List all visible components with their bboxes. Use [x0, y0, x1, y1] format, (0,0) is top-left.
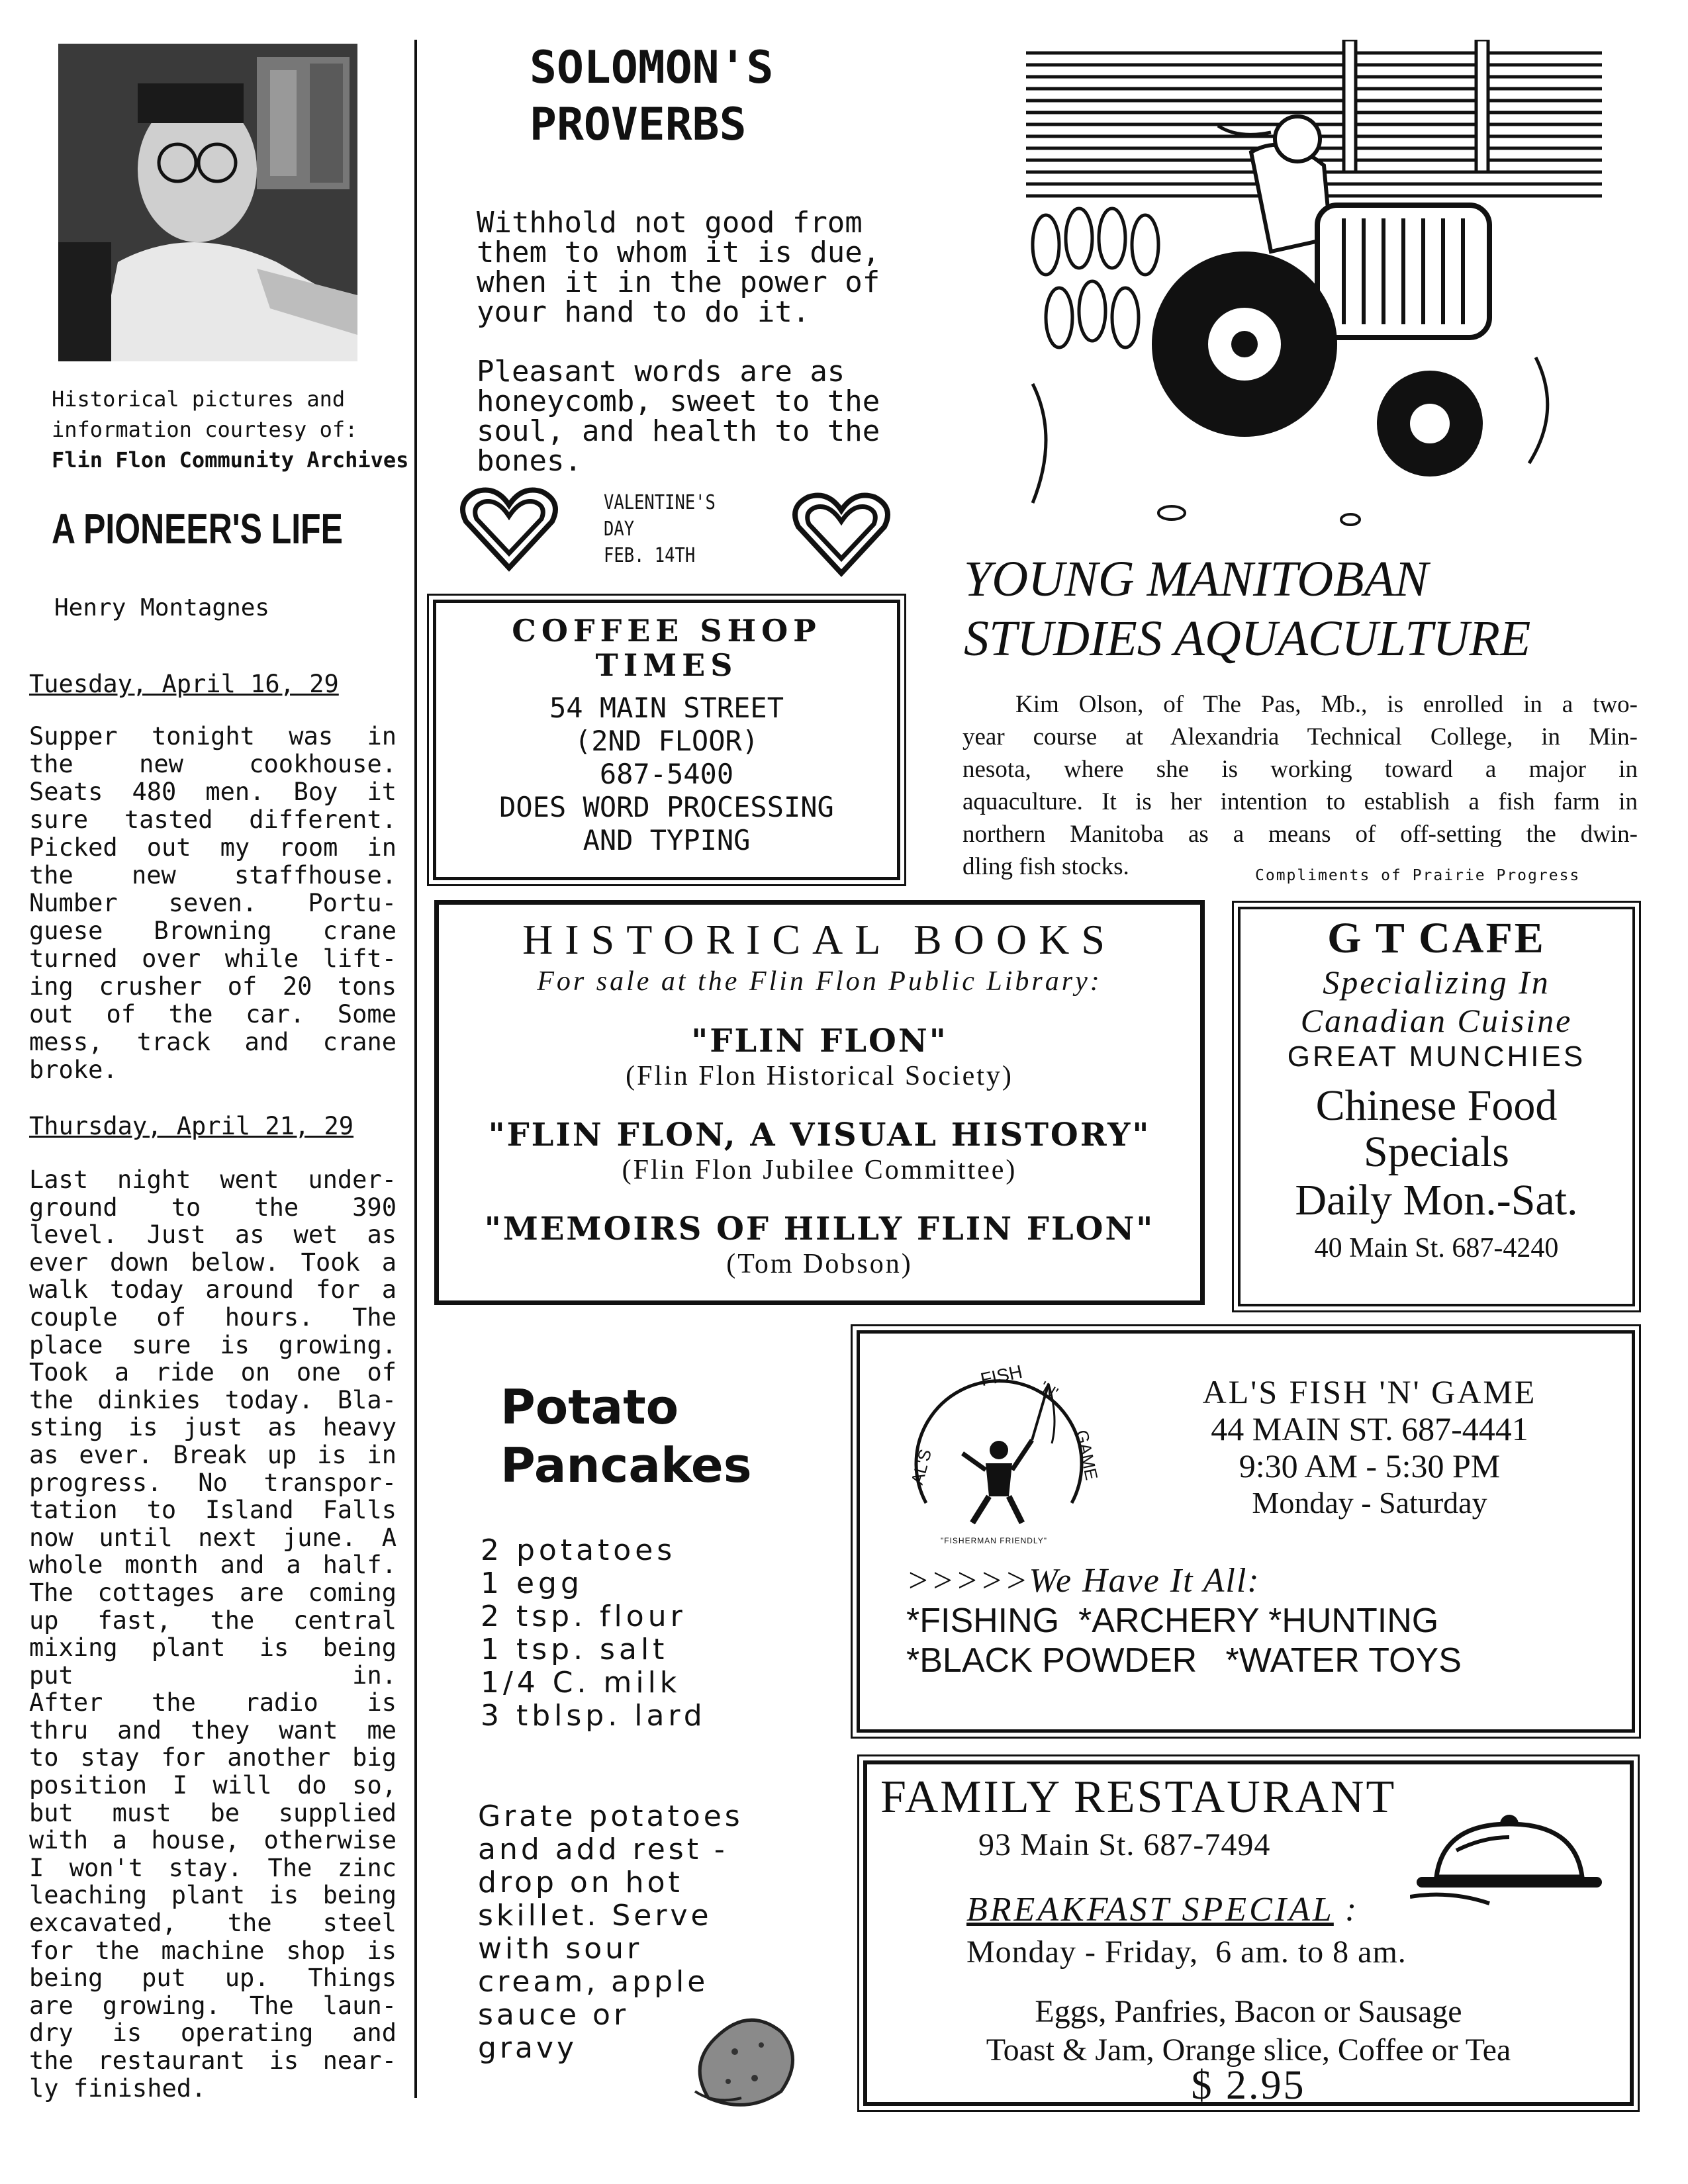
diary-line: for the machine shop is [29, 1936, 397, 1965]
gt-cafe-tagline: Specializing In [1323, 964, 1550, 1001]
historical-books-ad [434, 900, 1205, 1305]
valentine-note [604, 490, 716, 569]
diary-line: Took a ride on one of [29, 1358, 397, 1387]
fish-game-items: *FISHING *ARCHERY *HUNTING [906, 1602, 1439, 1640]
book-author: (Flin Flon Jubilee Committee) [622, 1155, 1017, 1185]
logo-text: FISH [978, 1361, 1025, 1390]
diary-entry-1 [29, 723, 400, 1084]
diary-line: turned over while lift- [29, 944, 397, 973]
valentine-line: DAY [604, 518, 635, 541]
breakfast-price: $ 2.95 [1191, 2063, 1306, 2108]
diary-line: the restaurant is near- [29, 2046, 397, 2075]
diary-line: Seats 480 men. Boy it [29, 778, 397, 806]
valentine-line: VALENTINE'S [604, 491, 716, 514]
diary-line: with a house, otherwise [29, 1826, 397, 1855]
recipe-title: Pancakes [500, 1437, 752, 1493]
diary-line: the dinkies today. Bla- [29, 1385, 397, 1414]
fish-game-days: Monday - Saturday [1252, 1486, 1487, 1520]
diary-line: the new staffhouse. [29, 861, 397, 889]
step-line: skillet. Serve [478, 1899, 712, 1933]
fish-game-logo [900, 1357, 1102, 1556]
entry-date: Tuesday, April 16, 29 [29, 670, 339, 698]
step-line: and add rest - [478, 1833, 728, 1866]
article-line: dling fish stocks. [962, 853, 1129, 880]
fish-game-items: *BLACK POWDER *WATER TOYS [906, 1641, 1462, 1680]
diary-line: progress. No transpor- [29, 1468, 397, 1497]
ingredient-line: 1 tsp. salt [481, 1633, 669, 1666]
fish-game-name: AL'S FISH 'N' GAME [1202, 1373, 1537, 1410]
diary-line: mess, track and crane [29, 1028, 397, 1056]
book-title: "MEMOIRS OF HILLY FLIN FLON" [484, 1210, 1155, 1248]
recipe-ingredients [481, 1534, 706, 1733]
ingredient-line: 1 egg [481, 1567, 583, 1600]
diary-line: thru and they want me [29, 1715, 397, 1745]
books-subtitle: For sale at the Flin Flon Public Library: [537, 966, 1102, 997]
serving-cloche-icon [1410, 1804, 1609, 1913]
proverbs-title: PROVERBS [530, 99, 747, 151]
diary-line: ly finished. [29, 2073, 207, 2103]
fish-game-hours: 9:30 AM - 5:30 PM [1239, 1447, 1501, 1484]
coffee-shop-title: TIMES [595, 647, 738, 683]
proverb-line: Pleasant words are as [477, 355, 845, 388]
diary-line: mixing plant is being [29, 1633, 397, 1662]
diary-line: up fast, the central [29, 1606, 397, 1635]
article-line: nesota, where she is working toward a major in [962, 756, 1638, 783]
family-restaurant-ad [863, 1760, 1634, 2106]
diary-line: as ever. Break up is in [29, 1440, 397, 1469]
fish-game-address: 44 MAIN ST. 687-4441 [1211, 1410, 1528, 1447]
step-line: sauce or [478, 1998, 630, 2032]
proverb-1 [477, 208, 880, 327]
gt-cafe-special: Specials [1364, 1128, 1509, 1176]
breakfast-special-colon: : [1344, 1891, 1360, 1929]
credit-line: Historical pictures and [52, 387, 346, 412]
article-line: aquaculture. It is her intention to establish a fish farm in [962, 788, 1638, 815]
book-author: (Tom Dobson) [726, 1249, 913, 1279]
restaurant-title: FAMILY RESTAURANT [880, 1772, 1397, 1823]
diary-line: but must be supplied [29, 1798, 397, 1827]
diary-line: tation to Island Falls [29, 1496, 397, 1525]
diary-line: Last night went under- [29, 1165, 397, 1194]
diary-line: position I will do so, [29, 1771, 397, 1800]
diary-line: excavated, the steel [29, 1909, 397, 1938]
gt-cafe-ad [1238, 907, 1635, 1306]
article-line: Kim Olson, of The Pas, Mb., is enrolled in a two- [1015, 691, 1638, 718]
diary-line: couple of hours. The [29, 1302, 397, 1332]
diary-line: guese Browning crane [29, 917, 397, 945]
tractor-fish-illustration [1019, 40, 1609, 543]
step-line: cream, apple [478, 1965, 709, 1999]
diary-line: Number seven. Portu- [29, 889, 397, 917]
breakfast-hours: Monday - Friday, 6 am. to 8 am. [966, 1934, 1407, 1970]
fish-game-ad [857, 1330, 1635, 1733]
proverbs-title: SOLOMON'S [530, 42, 774, 94]
diary-line: place sure is growing. [29, 1330, 397, 1359]
entry-date: Thursday, April 21, 29 [29, 1112, 354, 1140]
step-line: gravy [478, 2031, 578, 2065]
coffee-shop-line: 687-5400 [599, 758, 734, 790]
diary-line: ever down below. Took a [29, 1248, 397, 1277]
book-title: "FLIN FLON" [691, 1023, 948, 1060]
article-line: northern Manitoba as a means of off-setting the dwin- [962, 821, 1638, 848]
recipe-title: Potato [500, 1379, 679, 1435]
diary-line: sure tasted different. [29, 805, 397, 834]
pioneer-title: A PIONEER'S LIFE [52, 505, 343, 553]
heart-icon [792, 487, 891, 583]
diary-line: now until next june. A [29, 1523, 397, 1552]
gt-cafe-address: 40 Main St. 687-4240 [1314, 1233, 1559, 1263]
gt-cafe-special: Chinese Food [1315, 1081, 1558, 1130]
book-title: "FLIN FLON, A VISUAL HISTORY" [488, 1116, 1151, 1154]
proverb-line: when it in the power of [477, 265, 880, 299]
diary-entry-2 [29, 1166, 400, 2102]
ingredient-line: 2 tsp. flour [481, 1600, 686, 1633]
proverb-line: bones. [477, 444, 582, 478]
historical-photo [58, 44, 357, 361]
diary-line: level. Just as wet as [29, 1220, 397, 1250]
step-line: drop on hot [478, 1866, 683, 1899]
diary-line: sting is just as heavy [29, 1413, 397, 1442]
diary-line: are growing. The laun- [29, 1991, 397, 2020]
book-author: (Flin Flon Historical Society) [626, 1061, 1013, 1091]
article-line: year course at Alexandria Technical College, in Min- [962, 723, 1638, 751]
diary-line: put in. [29, 1661, 397, 1690]
potato-icon [688, 2005, 801, 2115]
logo-text: 'N' [1037, 1378, 1061, 1402]
proverb-line: Withhold not good from [477, 206, 863, 240]
pioneer-author: Henry Montagnes [54, 594, 270, 621]
diary-line: being put up. Things [29, 1964, 397, 1993]
aquaculture-article [962, 688, 1638, 883]
fish-game-tagline: >>>>>We Have It All: [906, 1562, 1260, 1600]
diary-line: leaching plant is being [29, 1881, 397, 1910]
breakfast-special-heading: BREAKFAST SPECIAL [966, 1891, 1334, 1929]
diary-line: the new cookhouse. [29, 750, 397, 778]
ingredient-line: 3 tblsp. lard [481, 1699, 706, 1733]
diary-line: The cottages are coming [29, 1578, 397, 1607]
ingredient-line: 1/4 C. milk [481, 1666, 681, 1700]
diary-line: whole month and a half. [29, 1551, 397, 1580]
coffee-shop-line: DOES WORD PROCESSING [499, 791, 834, 823]
breakfast-menu: Toast & Jam, Orange slice, Coffee or Tea [986, 2032, 1511, 2068]
logo-text: "FISHERMAN FRIENDLY" [941, 1536, 1047, 1545]
coffee-shop-ad [433, 600, 900, 880]
gt-cafe-special: Daily Mon.-Sat. [1295, 1176, 1578, 1224]
books-title: HISTORICAL BOOKS [522, 916, 1117, 963]
books-list [439, 1023, 1200, 1281]
column-divider [414, 40, 417, 2098]
restaurant-address: 93 Main St. 687-7494 [978, 1827, 1271, 1862]
diary-line: ing crusher of 20 tons [29, 972, 397, 1001]
coffee-shop-line: 54 MAIN STREET [549, 692, 784, 724]
step-line: with sour [478, 1932, 643, 1966]
proverb-line: them to whom it is due, [477, 236, 880, 269]
proverb-line: soul, and health to the [477, 414, 880, 448]
diary-line: I won't stay. The zinc [29, 1853, 397, 1882]
proverb-2 [477, 357, 880, 476]
diary-line: ground to the 390 [29, 1193, 397, 1222]
coffee-shop-line: AND TYPING [583, 824, 751, 856]
diary-line: to stay for another big [29, 1743, 397, 1772]
logo-text: GAME [1072, 1428, 1102, 1482]
aquaculture-credit: Compliments of Prairie Progress [1255, 867, 1581, 884]
diary-line: broke. [29, 1056, 118, 1084]
coffee-shop-line: (2ND FLOOR) [574, 725, 759, 757]
proverb-line: honeycomb, sweet to the [477, 385, 880, 418]
diary-line: Supper tonight was in [29, 722, 397, 751]
gt-cafe-title: G T CAFE [1327, 914, 1546, 962]
diary-line: After the radio is [29, 1688, 397, 1717]
credit-line: information courtesy of: [52, 417, 358, 442]
ingredient-line: 2 potatoes [481, 1533, 677, 1567]
credit-line-archives: Flin Flon Community Archives [52, 447, 409, 473]
coffee-shop-details [436, 692, 897, 857]
heart-icon [459, 482, 559, 578]
valentine-line: FEB. 14TH [604, 544, 696, 567]
logo-text: AL'S [907, 1447, 936, 1487]
diary-line: dry is operating and [29, 2019, 397, 2048]
aquaculture-headline: STUDIES AQUACULTURE [964, 611, 1531, 666]
gt-cafe-tagline: Canadian Cuisine [1300, 1002, 1573, 1039]
step-line: Grate potatoes [478, 1799, 743, 1833]
aquaculture-headline: YOUNG MANITOBAN [964, 551, 1429, 607]
proverb-line: your hand to do it. [477, 295, 810, 329]
coffee-shop-title: COFFEE SHOP [512, 613, 821, 649]
diary-line: Picked out my room in [29, 833, 397, 862]
gt-cafe-munchies: GREAT MUNCHIES [1287, 1040, 1586, 1073]
breakfast-menu: Eggs, Panfries, Bacon or Sausage [1035, 1994, 1462, 2029]
diary-line: out of the car. Some [29, 1000, 397, 1028]
diary-line: walk today around for a [29, 1275, 397, 1304]
